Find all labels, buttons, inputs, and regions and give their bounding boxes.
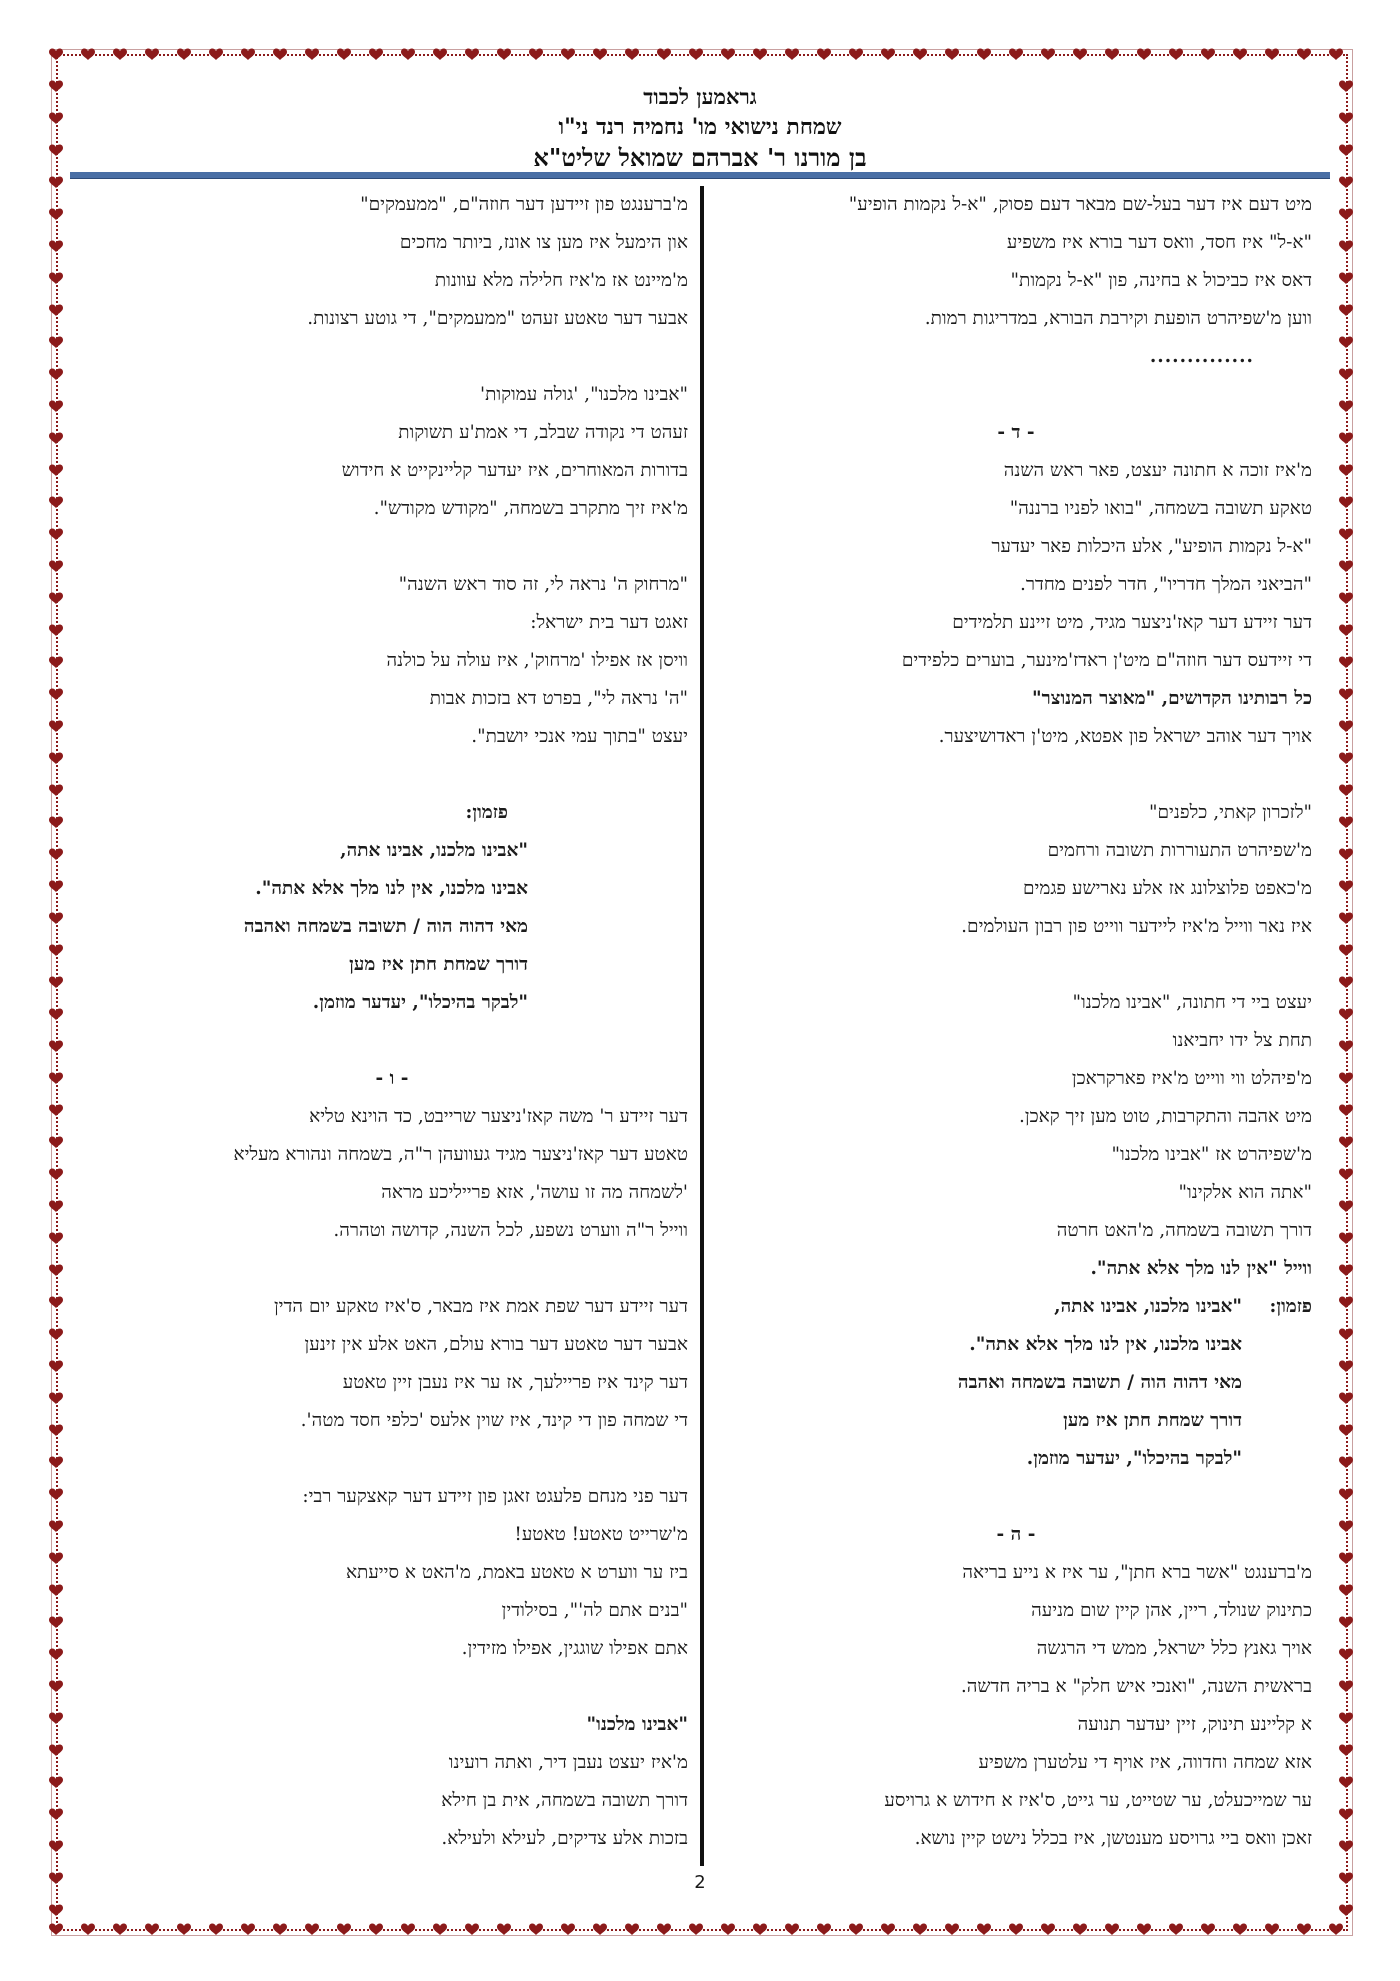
right-column [720, 186, 1312, 1858]
verse-line: דער פני מנחם פלעגט זאגן פון זיידע דער קאצקער רבי: [302, 1486, 688, 1507]
verse-line: תחת צל ידו יחביאנו [1172, 1030, 1312, 1051]
chorus-line: "לבקר בהיכלו", יעדער מוזמן. [312, 992, 528, 1013]
verse-line: א קליינע תינוק, זיין יעדער תנועה [1077, 1714, 1312, 1735]
verse-line: דער זיידע דער שפת אמת איז מבאר, ס'איז טאקע יום הדין [273, 1296, 688, 1317]
verse-line: אבער דער טאטע דער בורא עולם, האט אלע אין זינען [304, 1334, 688, 1355]
verse-line: מ'ברענגט פון זיידען דער חוזה"ם, "ממעמקים" [360, 194, 688, 215]
verse-line: "בנים אתם לה'", בסילודין [501, 1600, 688, 1621]
verse-line: ביז ער ווערט א טאטע באמת, מ'האט א סייעתא [345, 1562, 688, 1583]
verse-line: זעהט די נקודה שבלב, די אמת'ע תשוקות [398, 422, 688, 443]
verse-line: ווען מ'שפיהרט הופעת וקירבת הבורא, במדריגות רמות. [924, 308, 1312, 329]
header-rule [70, 172, 1330, 179]
verse-line: כתינוק שנולד, ריין, אהן קיין שום מניעה [1031, 1600, 1312, 1621]
column-divider [700, 186, 704, 1866]
verse-line: מ'איז זיך מתקרב בשמחה, "מקודש מקודש". [373, 498, 688, 519]
section-title-v: - ו - [375, 1068, 409, 1089]
section-title-h: - ה - [996, 1524, 1036, 1545]
chorus-line: אבינו מלכנו, אין לנו מלך אלא אתה". [969, 1334, 1242, 1355]
verse-line: טאטע דער קאז'ניצער מגיד געוועהן ר"ה, בשמחה ונהורא מעליא [233, 1144, 688, 1165]
verse-line: "הביאני המלך חדריו", חדר לפנים מחדר. [1019, 574, 1312, 595]
verse-line: דורך תשובה בשמחה, מ'האט חרטה [1056, 1220, 1312, 1241]
verse-line: 'לשמחה מה זו עושה', אזא פרייליכע מראה [381, 1182, 688, 1203]
chorus-label: פזמון: [1269, 1296, 1312, 1317]
verse-line: ער שמייכעלט, ער שטייט, ער גייט, ס'איז א חידוש א גרויסע [884, 1790, 1312, 1811]
verse-line: מ'שפיהרט אז "אבינו מלכנו" [1111, 1144, 1312, 1165]
verse-line: ווייל "אין לנו מלך אלא אתה". [1090, 1258, 1312, 1279]
verse-line: מ'כאפט פלוצלונג אז אלע נארישע פגמים [1022, 878, 1312, 899]
verse-line: בראשית השנה, "ואנכי איש חלק" א בריה חדשה. [960, 1676, 1312, 1697]
verse-line: "לזכרון קאתי, כלפנים" [1149, 802, 1312, 823]
verse-line: וויסן אז אפילו 'מרחוק', איז עולה על כולנה [386, 650, 688, 671]
verse-line: מ'איז זוכה א חתונה יעצט, פאר ראש השנה [1003, 460, 1312, 481]
verse-line: "מרחוק ה' נראה לי, זה סוד ראש השנה" [398, 574, 688, 595]
header-line-1: גראמען לכבוד [643, 84, 757, 109]
chorus-line: מאי דהוה הוה / תשובה בשמחה ואהבה [243, 916, 528, 937]
chorus-block [96, 832, 688, 1022]
chorus-block [720, 1288, 1312, 1478]
chorus-line: דורך שמחת חתן איז מען [349, 954, 528, 975]
chorus-line: "אבינו מלכנו, אבינו אתה, [340, 840, 528, 861]
verse-line: אויך גאנץ כלל ישראל, ממש די הרגשה [1036, 1638, 1312, 1659]
verse-line: "א-ל נקמות הופיע", אלע היכלות פאר יעדער [991, 536, 1312, 557]
verse-line: יעצט ביי די חתונה, "אבינו מלכנו" [1072, 992, 1312, 1013]
verse-line: בדורות המאוחרים, איז יעדער קליינקייט א חידוש [341, 460, 688, 481]
left-column [96, 186, 688, 1858]
chorus-lines [958, 1288, 1242, 1478]
verse-line: די זיידעס דער חוזה"ם מיט'ן ראדז'מינער, בוערים כלפידים [901, 650, 1312, 671]
verse-line: בזכות אלע צדיקים, לעילא ולעילא. [441, 1828, 688, 1849]
verse-line: אויך דער אוהב ישראל פון אפטא, מיט'ן ראדושיצער. [938, 726, 1312, 747]
header-line-3: בן מורנו ר' אברהם שמואל שליט"א [533, 143, 867, 172]
verse-line: אתם אפילו שוגגין, אפילו מזידין. [461, 1638, 688, 1659]
verse-line: מ'מיינט אז מ'איז חלילה מלא עוונות [434, 270, 688, 291]
verse-line: דער קינד איז פריילעך, אז ער איז נעבן זיין טאטע [342, 1372, 688, 1393]
section-title-d: - ד - [997, 422, 1035, 443]
page-header [0, 82, 1400, 174]
verse-line: ווייל ר"ה ווערט נשפע, לכל השנה, קדושה וטהרה. [333, 1220, 688, 1241]
verse-line: די שמחה פון די קינד, איז שוין אלעס 'כלפי חסד מטה'. [300, 1410, 688, 1431]
verse-line: דורך תשובה בשמחה, אית בן חילא [441, 1790, 688, 1811]
chorus-line: דורך שמחת חתן איז מען [1063, 1410, 1242, 1431]
verse-line: זאכן וואס ביי גרויסע מענטשן, איז בכלל נישט קיין נושא. [914, 1828, 1312, 1849]
verse-line: דער זיידע דער קאז'ניצער מגיד, מיט זיינע תלמידים [952, 612, 1312, 633]
verse-line: מיט אהבה והתקרבות, טוט מען זיך קאכן. [1018, 1106, 1312, 1127]
chorus-line: אבינו מלכנו, אין לנו מלך אלא אתה". [255, 878, 528, 899]
verse-line: "אבינו מלכנו", 'גולה עמוקות' [480, 384, 688, 405]
header-line-2: שמחת נישואי מו' נחמיה רנד ני"ו [558, 114, 842, 140]
verse-line: זאגט דער בית ישראל: [530, 612, 688, 633]
chorus-line: מאי דהוה הוה / תשובה בשמחה ואהבה [957, 1372, 1242, 1393]
verse-line: "אבינו מלכנו" [586, 1714, 688, 1735]
verse-line: מ'ברענגט "אשר ברא חתן", ער איז א נייע בריאה [962, 1562, 1312, 1583]
verse-line: כל רבותינו הקדושים, "מאוצר המנוצר" [1032, 688, 1312, 709]
verse-line: און הימעל איז מען צו אונז, ביותר מחכים [399, 232, 688, 253]
verse-line: אזא שמחה וחדווה, איז אויף די עלטערן משפיע [978, 1752, 1312, 1773]
chorus-label: פזמון: [465, 802, 508, 823]
chorus-line: "לבקר בהיכלו", יעדער מוזמן. [1026, 1448, 1242, 1469]
verse-line: דער זיידע ר' משה קאז'ניצער שרייבט, כד הוינא טליא [309, 1106, 688, 1127]
verse-line: אבער דער טאטע זעהט "ממעמקים", די גוטע רצונות. [307, 308, 688, 329]
verse-line: מ'שפיהרט התעוררות תשובה ורחמים [1047, 840, 1312, 861]
verse-line: איז נאר ווייל מ'איז ליידער ווייט פון רבון העולמים. [961, 916, 1312, 937]
verse-line: מ'שרייט טאטע! טאטע! [514, 1524, 688, 1545]
verse-line: "אתה הוא אלקינו" [1178, 1182, 1312, 1203]
verse-line: יעצט "בתוך עמי אנכי יושבת". [471, 726, 688, 747]
verse-line: "ה' נראה לי", בפרט דא בזכות אבות [429, 688, 688, 709]
page-number: 2 [694, 1872, 706, 1893]
verse-line: דאס איז כביכול א בחינה, פון "א-ל נקמות" [1010, 270, 1312, 291]
verse-line: "א-ל" איז חסד, וואס דער בורא איז משפיע [1006, 232, 1312, 253]
chorus-line: "אבינו מלכנו, אבינו אתה, [1054, 1296, 1242, 1317]
verse-line: מיט דעם איז דער בעל-שם מבאר דעם פסוק, "א-ל נקמות הופיע" [848, 194, 1312, 215]
verse-line: מ'איז יעצט נעבן דיר, ואתה רועינו [448, 1752, 688, 1773]
verse-line: מ'פיהלט ווי ווייט מ'איז פארקראכן [1071, 1068, 1312, 1089]
verse-line: טאקע תשובה בשמחה, "בואו לפניו ברננה" [1009, 498, 1312, 519]
dots-separator: .............. [1149, 346, 1254, 367]
